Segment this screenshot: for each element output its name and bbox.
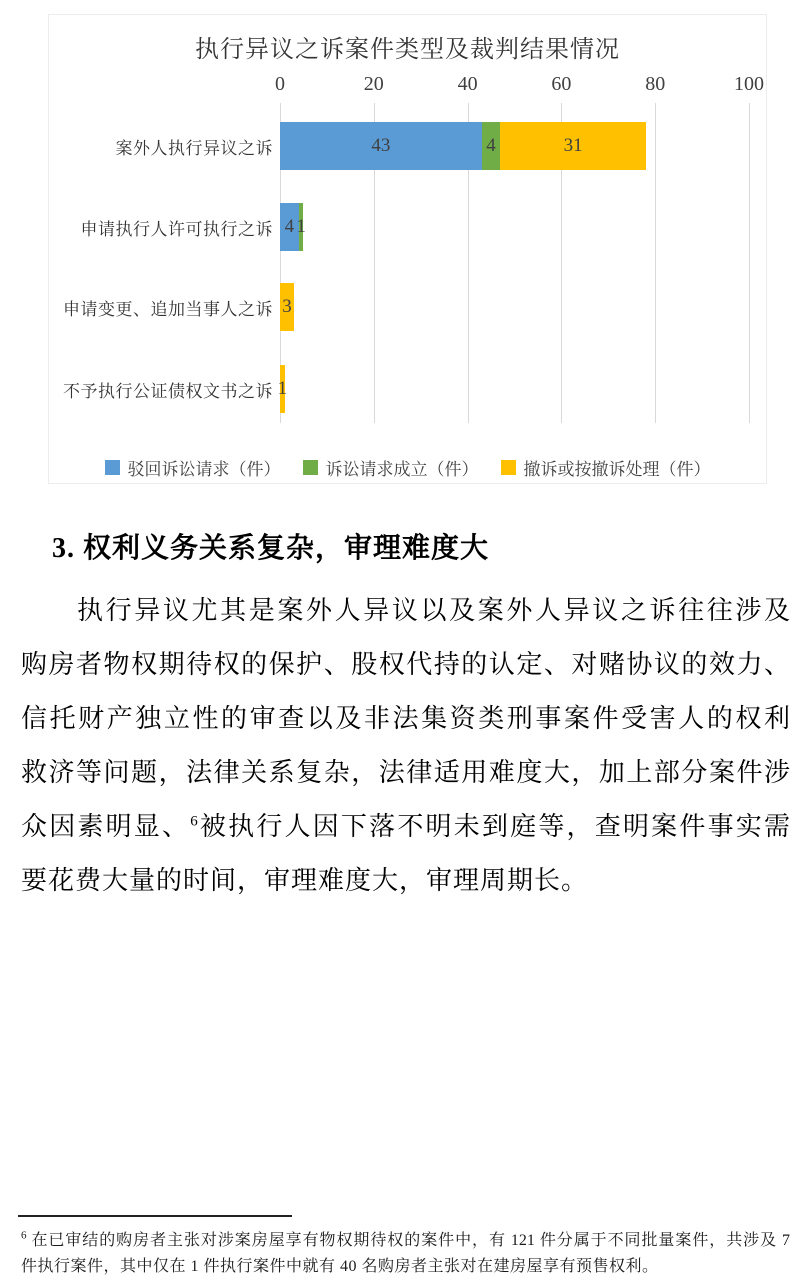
bar-value-label: 4 [486, 135, 496, 156]
footnote-separator [18, 1215, 292, 1217]
legend-item [105, 455, 281, 480]
bar-segment [482, 122, 501, 170]
legend-swatch-icon [303, 460, 318, 475]
bar-value-label: 3 [282, 296, 292, 317]
category-label: 不予执行公证债权文书之诉 [63, 381, 273, 401]
paragraph-line: 救济等问题，法律关系复杂，法律适用难度大，加上部分案件涉 [21, 758, 790, 787]
x-axis-tick-label: 60 [551, 73, 572, 95]
footnote-text: 在已审结的购房者主张对涉案房屋享有物权期待权的案件中，有 121 件分属于不同批量案件，共涉及 7 [31, 1232, 790, 1249]
footnote [21, 1228, 790, 1280]
bar-value-label: 1 [296, 216, 306, 237]
bar-value-label: 4 [284, 216, 295, 237]
x-axis-tick-label: 20 [363, 73, 384, 95]
legend-item [501, 455, 711, 480]
x-axis-tick-label: 80 [645, 73, 666, 95]
footnote-line: 件执行案件，其中仅在 1 件执行案件中就有 40 名购房者主张对在建房屋享有预售权利。 [21, 1258, 659, 1275]
category-label: 申请变更、追加当事人之诉 [63, 299, 273, 319]
legend-label: 驳回诉讼请求（件） [127, 460, 281, 479]
legend-swatch-icon [501, 460, 516, 475]
gridline [655, 103, 656, 423]
legend-item [303, 455, 479, 480]
x-axis-tick-label: 40 [457, 73, 478, 95]
legend-label: 撤诉或按撤诉处理（件） [523, 460, 711, 479]
chart [48, 14, 767, 484]
legend-swatch-icon [105, 460, 120, 475]
paragraph-text: 众因素明显、 [21, 812, 191, 841]
chart-title: 执行异议之诉案件类型及裁判结果情况 [195, 37, 620, 63]
gridline [749, 103, 750, 423]
footnote-line [21, 1228, 790, 1254]
footnote-reference: 6 [190, 813, 198, 830]
category-label: 申请执行人许可执行之诉 [80, 219, 273, 239]
paragraph-line [21, 800, 790, 854]
bar-value-label: 31 [563, 135, 583, 156]
paragraph-line: 信托财产独立性的审查以及非法集资类刑事案件受害人的权利 [21, 704, 790, 733]
paragraph-text: 被执行人因下落不明未到庭等，查明案件事实需 [197, 812, 790, 841]
bar-segment [280, 122, 482, 170]
footnote-marker: 6 [21, 1229, 27, 1242]
x-axis-tick-label: 0 [275, 73, 285, 95]
paragraph-line: 要花费大量的时间，审理难度大，审理周期长。 [21, 866, 589, 895]
bar-segment [500, 122, 645, 170]
paragraph-line: 执行异议尤其是案外人异议以及案外人异议之诉往往涉及 [77, 596, 790, 625]
section-heading: 3. 权利义务关系复杂，审理难度大 [52, 533, 490, 564]
bar-value-label: 43 [371, 135, 391, 156]
bar-value-label: 1 [277, 378, 288, 399]
bar-segment [277, 365, 288, 413]
legend-label: 诉讼请求成立（件） [325, 460, 479, 479]
category-label: 案外人执行异议之诉 [115, 138, 273, 158]
x-axis-tick-label: 100 [734, 73, 764, 95]
bar-segment [280, 283, 294, 331]
body-paragraph [21, 584, 790, 908]
bar-segment [296, 203, 306, 251]
chart-legend [49, 455, 766, 480]
paragraph-line: 购房者物权期待权的保护、股权代持的认定、对赌协议的效力、 [21, 650, 790, 679]
